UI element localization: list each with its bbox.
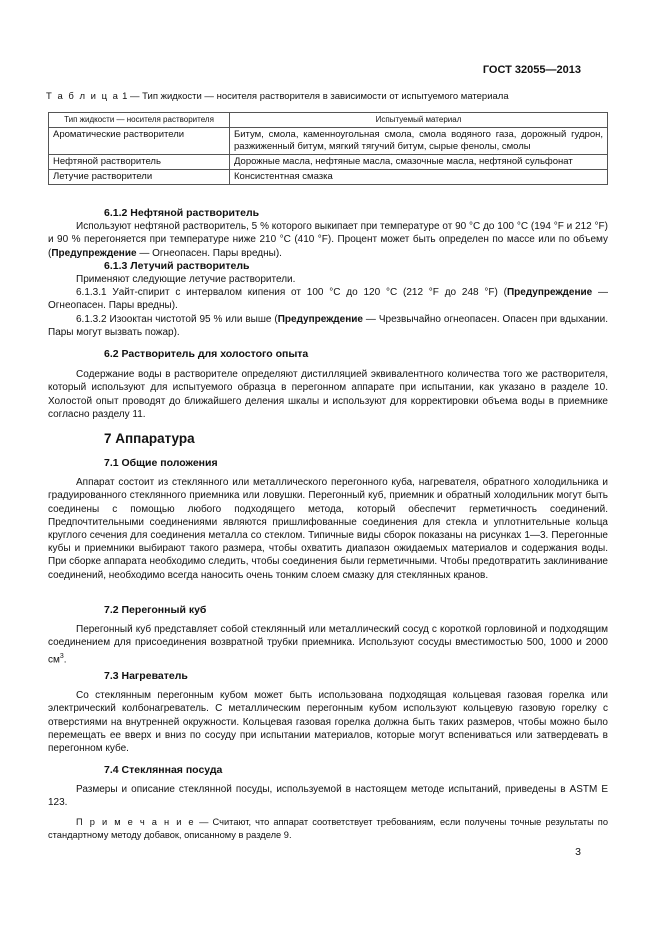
paragraph-text: — Огнеопасен. Пары вредны). [136,247,282,259]
table-row [49,128,608,155]
paragraph-text: — Огнеопасен. Пары вредны). [48,287,609,312]
table-header-row [49,113,608,128]
table-cell-type: Ароматические растворители [49,128,230,155]
table-caption [46,91,509,102]
table-col-header: Тип жидкости — носителя растворителя [49,113,230,128]
section-6-1-2-block [48,207,608,339]
paragraph: Со стеклянным перегонным кубом может быть использована подходящая кольцевая газовая горелка или электрический колбонагреватель. С металлическим перегонным кубом используют кольцевую газовую горелку с отверстиями на внутренней окружности. Кольцевая газовая горелка должна быть таких размеров, чтобы можно было перемещать ее вверх и вниз по сосуду при испытании материалов, которые могут вспениваться или затвердевать в перегонном кубе. [48,690,608,755]
paragraph-text: 6.1.3.1 Уайт-спирит с интервалом кипения от 100 °С до 120 °С (212 °F до 248 °F) ( [76,287,507,299]
section-7-heading-block [48,432,608,445]
paragraph-text: . [63,653,67,665]
paragraph-text: Перегонный куб представляет собой стеклянный или металлический сосуд с короткой горловиной и подходящим соединением для присоединения возвратной трубки приемника. Используют сосуды вместимостью 500, 1000 и 2000 см [48,624,608,665]
table-caption-text: 1 — Тип жидкости — носителя растворителя в зависимости от испытуемого материала [122,91,509,102]
warning-label: Предупреждение [277,313,363,325]
paragraph [48,313,608,339]
section-heading: 6.1.3 Летучий растворитель [104,259,250,272]
paragraph [48,623,608,666]
table-col-header: Испытуемый материал [230,113,608,128]
note-block [48,816,608,841]
table-cell-material: Битум, смола, каменноугольная смола, смола водяного газа, дорожный гудрон, разжиженный битум, мягкий тягучий битум, сырые фенолы, смолы [230,128,608,155]
paragraph-text: Используют нефтяной растворитель, 5 % которого выкипает при температуре от 90 °С до 100 °С (194 °F и 212 °F) и 90 % перегоняется при температуре ниже 210 °С (410 °F). Процент может быть определен по массе или по объему ( [48,221,608,259]
table-row [49,170,608,185]
section-heading: 7.3 Нагреватель [104,670,188,682]
section-heading: 7.2 Перегонный куб [104,604,207,616]
table-cell-material: Консистентная смазка [230,170,608,185]
table-cell-type: Летучие растворители [49,170,230,185]
paragraph-text: — Чрезвычайно огнеопасен. Опасен при вдыхании. Пары могут вызвать пожар). [48,313,608,338]
section-heading: 7.4 Стеклянная посуда [104,764,223,776]
table-cell-material: Дорожные масла, нефтяные масла, смазочные масла, нефтяной сульфонат [230,155,608,170]
table-cell-type: Нефтяной растворитель [49,155,230,170]
note-text: — Считают, что аппарат соответствует требованиям, если получены точные результаты по стандартному методу добавок, описанному в разделе 9. [48,817,608,840]
page-number: 3 [575,846,581,858]
paragraph [48,220,608,260]
section-heading: 6.2 Растворитель для холостого опыта [104,348,309,360]
section-heading: 7.1 Общие положения [104,457,218,469]
paragraph [48,286,608,312]
warning-label: Предупреждение [51,247,137,259]
warning-label: Предупреждение [506,287,593,299]
paragraph: Размеры и описание стеклянной посуды, используемой в настоящем методе испытаний, приведены в ASTM E 123. [48,784,608,809]
paragraph-text: 6.1.3.2 Изооктан чистотой 95 % или выше ( [76,313,278,325]
note-paragraph [48,816,608,841]
paragraph: Применяют следующие летучие растворители. [76,274,296,286]
unit-superscript: 3 [59,652,64,660]
section-6-2-block [48,348,608,421]
table-caption-label: Т а б л и ц а [46,91,120,102]
paragraph: Содержание воды в растворителе определяют дистилляцией эквивалентного количества того же растворителя, который используют для испытуемого образца в перегонном аппарате при испытании, как указано в разделе 10. Холостой опыт проводят до ближайшего деления шкалы и используют для корректировки объема воды в приемнике согласно разделу 11. [48,369,608,420]
document-code: ГОСТ 32055—2013 [482,64,581,76]
solvent-table [48,112,608,185]
chapter-heading: 7 Аппаратура [104,431,195,446]
section-heading: 6.1.2 Нефтяной растворитель [104,207,260,219]
section-7-1-block [48,457,608,582]
section-7-4-block [48,764,608,810]
paragraph: Аппарат состоит из стеклянного или металлического перегонного куба, нагревателя, обратного холодильника и градуированного стеклянного приемника или ловушки. Перегонный куб, приемник и обратный холодильник могут быть соединены с помощью любого подходящего метода, который обеспечит герметичность соединений. Предпочтительными соединениями являются пришлифованные соединения для стекла и уплотнительные кольца круглого сечения для соединения металла со стеклом. Типичные виды сборок показаны на рисунках 1—3. Перегонные кубы и приемники выбирают такого размера, чтобы охватить диапазон ожидаемых материалов и содержания воды. При сборке аппарата необходимо следить, чтобы соединения были герметичными. Чтобы предотвратить заклинивание соединений, необходимо всегда наносить очень тонким слоем смазку для стеклянных кранов. [48,477,608,581]
section-7-3-block [48,670,608,755]
section-7-2-block [48,604,608,666]
table-row [49,155,608,170]
note-label: П р и м е ч а н и е [76,817,196,827]
